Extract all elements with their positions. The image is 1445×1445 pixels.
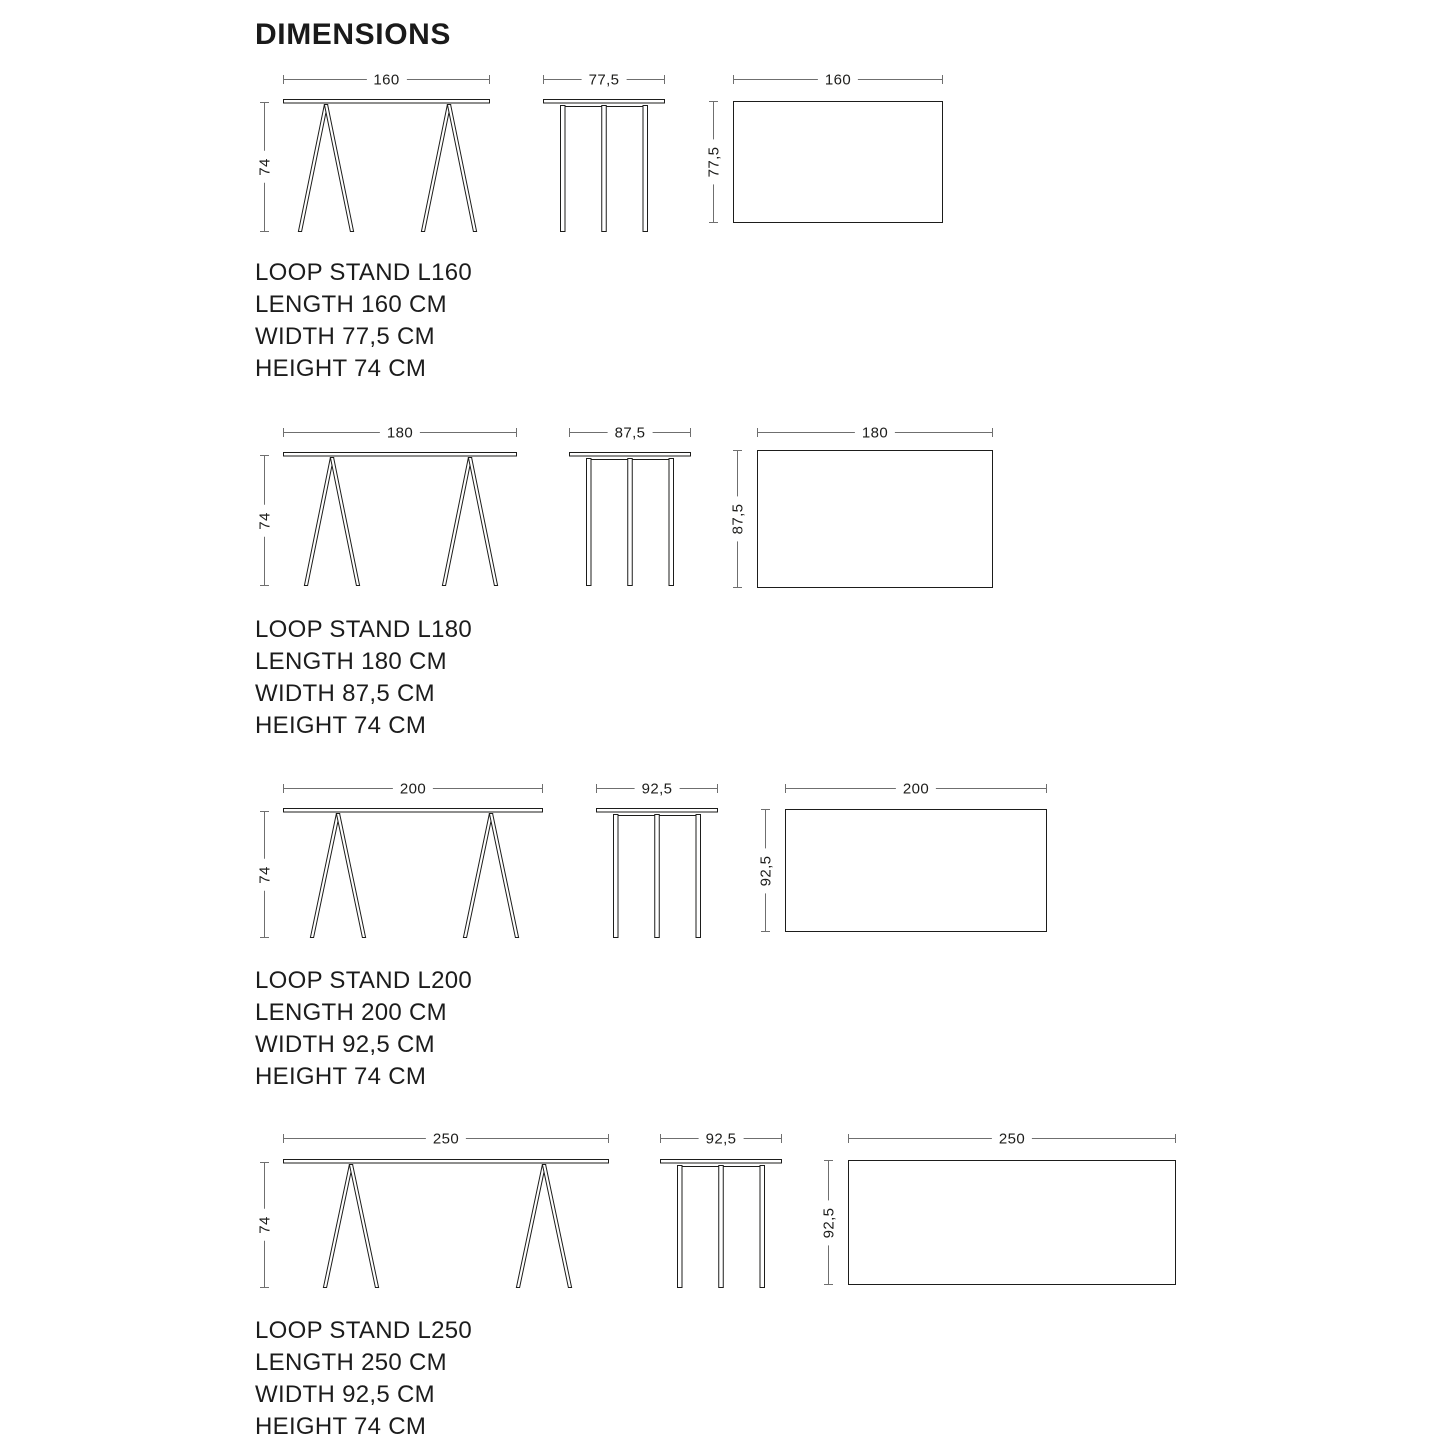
dimension-tick bbox=[733, 75, 734, 84]
side-view-drawing bbox=[660, 1159, 782, 1288]
front-height-dimension bbox=[256, 102, 273, 232]
tabletop-shape bbox=[284, 809, 543, 813]
width-spec: WIDTH 92,5 CM bbox=[255, 1031, 435, 1058]
dimension-tick bbox=[260, 1287, 269, 1288]
dimension-label: 180 bbox=[380, 424, 420, 441]
table-leg-shape bbox=[669, 459, 674, 586]
tabletop-shape bbox=[544, 100, 665, 104]
tabletop-shape bbox=[661, 1160, 782, 1164]
top-length-dimension bbox=[733, 71, 943, 88]
table-leg-shape bbox=[655, 815, 660, 938]
side-width-dimension bbox=[569, 424, 691, 441]
top-view-rect bbox=[757, 450, 993, 588]
top-width-dimension bbox=[705, 101, 722, 223]
dimension-tick bbox=[260, 1162, 269, 1163]
height-spec: HEIGHT 74 CM bbox=[255, 355, 427, 382]
dimension-tick bbox=[260, 585, 269, 586]
table-leg-shape bbox=[349, 1165, 378, 1288]
table-leg-shape bbox=[336, 814, 365, 938]
product-name: LOOP STAND L200 bbox=[255, 967, 473, 994]
dimension-label: 74 bbox=[256, 151, 273, 183]
tabletop-shape bbox=[284, 453, 517, 457]
front-height-dimension bbox=[256, 455, 273, 586]
side-width-dimension bbox=[596, 780, 718, 797]
dimension-tick bbox=[1046, 784, 1047, 793]
front-height-dimension bbox=[256, 1162, 273, 1288]
top-length-dimension bbox=[785, 780, 1047, 797]
front-length-dimension bbox=[283, 71, 490, 88]
height-spec: HEIGHT 74 CM bbox=[255, 712, 427, 739]
table-leg-shape bbox=[516, 1165, 545, 1288]
table-leg-shape bbox=[298, 105, 327, 232]
width-spec: WIDTH 87,5 CM bbox=[255, 680, 435, 707]
table-leg-shape bbox=[421, 105, 450, 232]
dimension-tick bbox=[260, 811, 269, 812]
dimension-label: 160 bbox=[818, 71, 858, 88]
top-view-rect bbox=[733, 101, 943, 223]
dimension-label: 74 bbox=[256, 1209, 273, 1241]
dimension-tick bbox=[848, 1134, 849, 1143]
dimension-tick bbox=[761, 809, 770, 810]
table-leg-shape bbox=[468, 458, 497, 586]
dimension-tick bbox=[824, 1284, 833, 1285]
dimension-tick bbox=[942, 75, 943, 84]
width-spec: WIDTH 77,5 CM bbox=[255, 323, 435, 350]
front-length-dimension bbox=[283, 424, 517, 441]
table-leg-shape bbox=[643, 106, 648, 232]
top-width-dimension bbox=[757, 809, 774, 932]
dimension-tick bbox=[709, 101, 718, 102]
dimension-label: 92,5 bbox=[757, 848, 774, 893]
table-leg-shape bbox=[561, 106, 566, 232]
dimension-label: 77,5 bbox=[705, 140, 722, 185]
table-leg-shape bbox=[587, 459, 592, 586]
top-length-dimension bbox=[848, 1130, 1176, 1147]
dimension-tick bbox=[516, 428, 517, 437]
dimension-tick bbox=[709, 222, 718, 223]
tabletop-shape bbox=[570, 453, 691, 457]
dimension-tick bbox=[543, 75, 544, 84]
side-width-dimension bbox=[543, 71, 665, 88]
table-leg-shape bbox=[628, 459, 633, 586]
table-leg-shape bbox=[614, 815, 619, 938]
table-leg-shape bbox=[696, 815, 701, 938]
tabletop-shape bbox=[597, 809, 718, 813]
dimension-tick bbox=[596, 784, 597, 793]
table-leg-shape bbox=[330, 458, 359, 586]
width-spec: WIDTH 92,5 CM bbox=[255, 1381, 435, 1408]
dimension-label: 250 bbox=[992, 1130, 1032, 1147]
dimension-tick bbox=[260, 455, 269, 456]
dimension-tick bbox=[260, 231, 269, 232]
top-view-rect bbox=[785, 809, 1047, 932]
front-view-drawing bbox=[283, 808, 543, 938]
product-name: LOOP STAND L180 bbox=[255, 616, 473, 643]
height-spec: HEIGHT 74 CM bbox=[255, 1063, 427, 1090]
front-view-drawing bbox=[283, 99, 490, 232]
dimension-label: 92,5 bbox=[635, 780, 680, 797]
table-leg-shape bbox=[442, 458, 471, 586]
table-leg-shape bbox=[324, 105, 353, 232]
dimension-tick bbox=[785, 784, 786, 793]
front-view-drawing bbox=[283, 452, 517, 586]
table-leg-shape bbox=[463, 814, 492, 938]
dimension-tick bbox=[757, 428, 758, 437]
dimension-tick bbox=[608, 1134, 609, 1143]
table-leg-shape bbox=[760, 1166, 765, 1288]
table-leg-shape bbox=[447, 105, 476, 232]
table-leg-shape bbox=[678, 1166, 683, 1288]
top-length-dimension bbox=[757, 424, 993, 441]
product-name: LOOP STAND L160 bbox=[255, 259, 473, 286]
dimension-tick bbox=[260, 102, 269, 103]
table-leg-shape bbox=[542, 1165, 571, 1288]
dimension-label: 180 bbox=[855, 424, 895, 441]
dimension-tick bbox=[283, 784, 284, 793]
dimension-tick bbox=[660, 1134, 661, 1143]
dimension-tick bbox=[733, 587, 742, 588]
dimension-tick bbox=[690, 428, 691, 437]
dimension-label: 250 bbox=[426, 1130, 466, 1147]
product-name: LOOP STAND L250 bbox=[255, 1317, 473, 1344]
dimension-tick bbox=[283, 1134, 284, 1143]
front-length-dimension bbox=[283, 1130, 609, 1147]
dimension-label: 200 bbox=[393, 780, 433, 797]
dimension-label: 87,5 bbox=[729, 497, 746, 542]
dimension-tick bbox=[260, 937, 269, 938]
front-view-drawing bbox=[283, 1159, 609, 1288]
dimension-tick bbox=[569, 428, 570, 437]
dimension-tick bbox=[717, 784, 718, 793]
dimension-tick bbox=[542, 784, 543, 793]
table-leg-shape bbox=[602, 106, 607, 232]
dimension-tick bbox=[1175, 1134, 1176, 1143]
tabletop-shape bbox=[284, 1160, 609, 1164]
dimension-label: 160 bbox=[366, 71, 406, 88]
dimension-tick bbox=[992, 428, 993, 437]
dimension-tick bbox=[489, 75, 490, 84]
top-width-dimension bbox=[820, 1160, 837, 1285]
dimension-tick bbox=[781, 1134, 782, 1143]
table-leg-shape bbox=[310, 814, 339, 938]
table-leg-shape bbox=[323, 1165, 352, 1288]
length-spec: LENGTH 160 CM bbox=[255, 291, 447, 318]
dimension-label: 92,5 bbox=[820, 1200, 837, 1245]
side-view-drawing bbox=[543, 99, 665, 232]
dimension-label: 74 bbox=[256, 859, 273, 891]
top-width-dimension bbox=[729, 450, 746, 588]
table-leg-shape bbox=[719, 1166, 724, 1288]
dimension-tick bbox=[283, 75, 284, 84]
dimension-tick bbox=[733, 450, 742, 451]
side-width-dimension bbox=[660, 1130, 782, 1147]
side-view-drawing bbox=[569, 452, 691, 586]
dimension-label: 92,5 bbox=[699, 1130, 744, 1147]
table-leg-shape bbox=[489, 814, 518, 938]
tabletop-shape bbox=[284, 100, 490, 104]
height-spec: HEIGHT 74 CM bbox=[255, 1413, 427, 1440]
dimension-label: 74 bbox=[256, 505, 273, 537]
front-height-dimension bbox=[256, 811, 273, 938]
dimension-tick bbox=[283, 428, 284, 437]
top-view-rect bbox=[848, 1160, 1176, 1285]
page-title: DIMENSIONS bbox=[255, 18, 452, 51]
dimension-label: 87,5 bbox=[608, 424, 653, 441]
table-leg-shape bbox=[304, 458, 333, 586]
dimension-tick bbox=[761, 931, 770, 932]
dimension-tick bbox=[664, 75, 665, 84]
length-spec: LENGTH 250 CM bbox=[255, 1349, 447, 1376]
length-spec: LENGTH 180 CM bbox=[255, 648, 447, 675]
length-spec: LENGTH 200 CM bbox=[255, 999, 447, 1026]
dimension-label: 77,5 bbox=[582, 71, 627, 88]
side-view-drawing bbox=[596, 808, 718, 938]
dimension-tick bbox=[824, 1160, 833, 1161]
front-length-dimension bbox=[283, 780, 543, 797]
dimension-label: 200 bbox=[896, 780, 936, 797]
